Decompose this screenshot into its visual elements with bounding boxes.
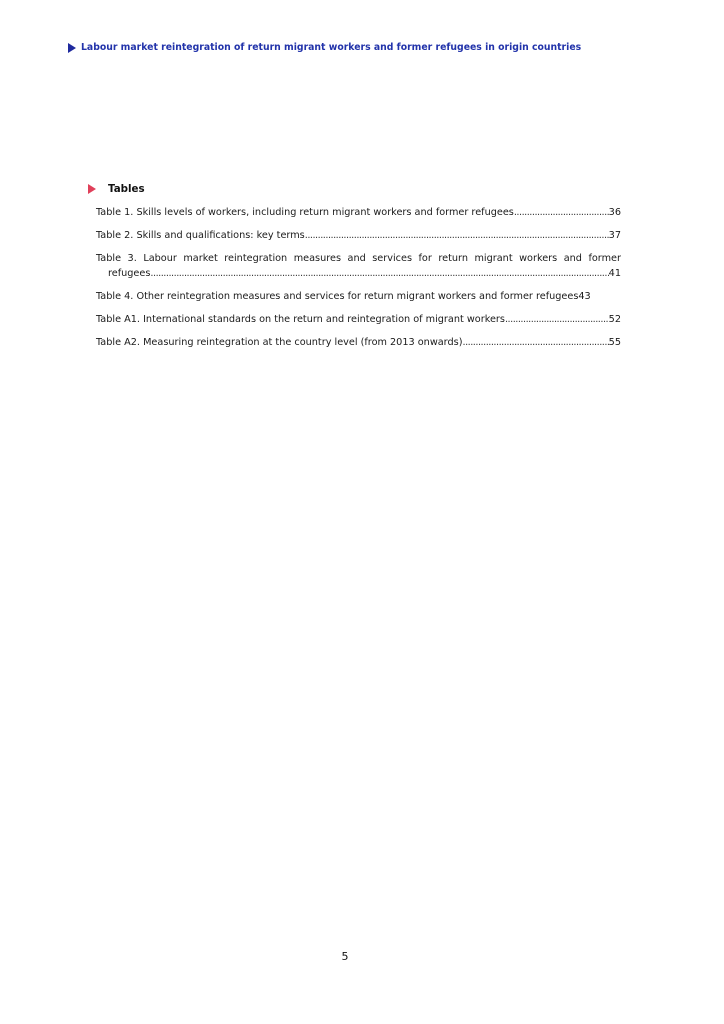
dot-leader	[150, 266, 608, 281]
toc-entry-continuation	[96, 266, 621, 281]
toc-entry-title-continued: refugees	[108, 268, 151, 279]
page-number: 5	[341, 950, 349, 963]
toc-entry-title: Table 2. Skills and qualifications: key terms	[96, 230, 305, 241]
toc-entry[interactable]	[96, 251, 621, 281]
dot-leader	[305, 228, 609, 243]
toc-entry[interactable]	[96, 205, 621, 220]
toc-entry[interactable]	[96, 228, 621, 243]
toc-entry[interactable]	[96, 335, 621, 350]
toc-entry-title: Table 1. Skills levels of workers, including return migrant workers and former refugees	[96, 207, 514, 218]
toc-entry-page: 36	[608, 207, 621, 218]
running-header-title: Labour market reintegration of return migrant workers and former refugees in origin countries	[81, 42, 582, 53]
section-title: Tables	[108, 183, 145, 195]
triangle-right-icon	[88, 184, 96, 194]
toc-entry-page: 37	[608, 230, 621, 241]
toc-entry-title: Table A1. International standards on the return and reintegration of migrant workers	[96, 314, 505, 325]
section-heading	[88, 183, 145, 195]
dot-leader	[514, 205, 609, 220]
toc-entry-page: 41	[608, 268, 621, 279]
dot-leader	[505, 312, 609, 327]
table-of-tables	[96, 205, 621, 358]
toc-entry-page: 43	[578, 291, 591, 302]
toc-entry-title: Table 4. Other reintegration measures and services for return migrant workers and former refugees	[96, 291, 579, 302]
toc-entry-title: Table 3. Labour market reintegration measures and services for return migrant workers and former	[96, 253, 621, 264]
triangle-right-icon	[68, 43, 76, 53]
toc-entry-page: 52	[608, 314, 621, 325]
running-header	[68, 42, 581, 53]
toc-entry[interactable]	[96, 312, 621, 327]
toc-entry-page: 55	[608, 337, 621, 348]
toc-entry[interactable]	[96, 289, 621, 304]
toc-entry-title: Table A2. Measuring reintegration at the country level (from 2013 onwards)	[96, 337, 463, 348]
dot-leader	[462, 335, 608, 350]
